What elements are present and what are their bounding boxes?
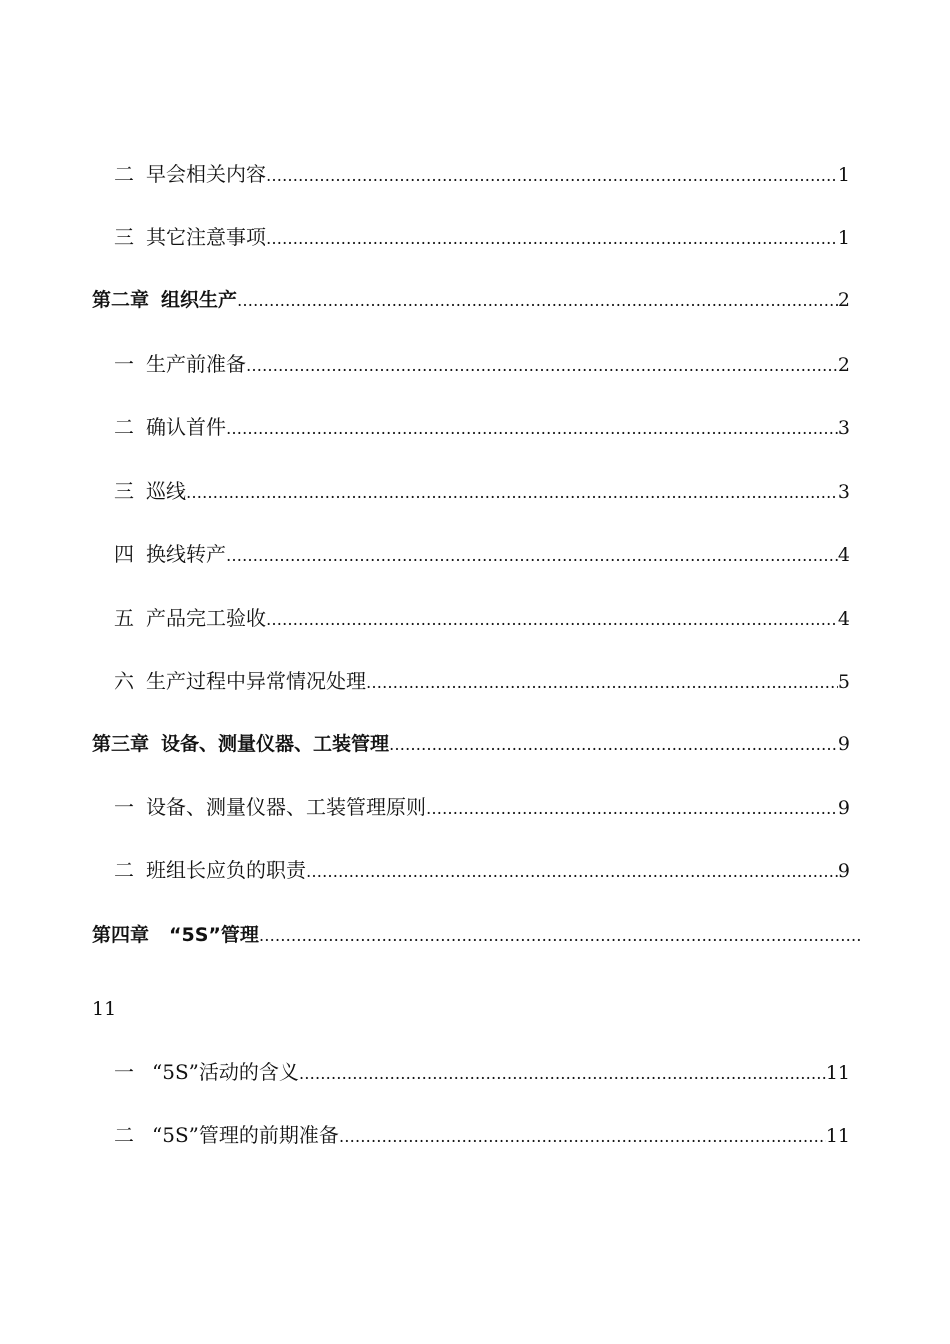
toc-entry[interactable] <box>92 1057 850 1087</box>
toc-entry[interactable] <box>92 476 850 506</box>
toc-entry-page: 11 <box>92 998 117 1020</box>
toc-entry-page: 2 <box>837 354 850 376</box>
toc-leader-dots <box>246 351 838 379</box>
toc-entry-title: 产品完工验收 <box>146 606 266 630</box>
toc-entry[interactable] <box>92 349 850 379</box>
toc-chapter-entry[interactable] <box>92 920 862 950</box>
toc-entry-page: 1 <box>837 227 850 249</box>
toc-chapter-entry[interactable] <box>92 729 850 759</box>
toc-entry[interactable] <box>92 159 850 189</box>
toc-entry-number: 二 <box>114 1123 134 1147</box>
toc-leader-dots <box>389 730 838 759</box>
toc-entry-title: 巡线 <box>146 479 186 503</box>
toc-entry-page: 9 <box>837 860 850 882</box>
toc-chapter-entry[interactable] <box>92 285 850 315</box>
toc-leader-dots <box>266 161 838 189</box>
toc-leader-dots <box>426 794 838 822</box>
toc-entry-page: 11 <box>825 1062 850 1084</box>
toc-entry[interactable] <box>92 222 850 252</box>
toc-entry[interactable] <box>92 539 850 569</box>
toc-entry-page: 3 <box>837 417 850 439</box>
toc-entry-number: 三 <box>114 225 134 249</box>
toc-entry-page: 3 <box>837 481 850 503</box>
toc-entry-title: 其它注意事项 <box>146 225 266 249</box>
toc-leader-dots <box>339 1122 826 1150</box>
toc-entry-number: 四 <box>114 542 134 566</box>
toc-chapter-number: 第三章 <box>92 733 150 755</box>
toc-entry-title: 换线转产 <box>146 542 226 566</box>
toc-entry-page: 9 <box>837 797 850 819</box>
toc-leader-dots <box>237 286 838 315</box>
toc-entry-page: 1 <box>837 164 850 186</box>
toc-entry-title: 确认首件 <box>146 415 226 439</box>
toc-entry-number: 六 <box>114 669 134 693</box>
toc-entry-number: 二 <box>114 858 134 882</box>
toc-entry-page: 5 <box>837 671 850 693</box>
toc-chapter-title: 设备、测量仪器、工装管理 <box>161 733 390 755</box>
toc-leader-dots <box>266 605 838 633</box>
toc-entry-title: 设备、测量仪器、工装管理原则 <box>146 795 426 819</box>
toc-chapter-title: 组织生产 <box>161 289 238 311</box>
toc-entry-page: 2 <box>837 289 850 311</box>
toc-chapter-number: 第二章 <box>92 289 150 311</box>
toc-entry-number: 二 <box>114 162 134 186</box>
toc-leader-dots <box>226 414 838 442</box>
toc-entry-title: 早会相关内容 <box>146 162 266 186</box>
toc-leader-dots <box>186 478 838 506</box>
toc-entry-page: 4 <box>837 544 850 566</box>
toc-entry-number: 五 <box>114 606 134 630</box>
toc-entry[interactable] <box>92 792 850 822</box>
toc-entry-number: 一 <box>114 795 134 819</box>
toc-entry-title: “5S”活动的含义 <box>152 1060 299 1084</box>
toc-entry[interactable] <box>92 855 850 885</box>
toc-entry-number: 一 <box>114 1060 134 1084</box>
toc-leader-dots <box>226 541 838 569</box>
toc-entry[interactable] <box>92 1120 850 1150</box>
toc-entry-title: 班组长应负的职责 <box>146 858 306 882</box>
toc-chapter-title: “5S”管理 <box>169 924 259 946</box>
toc-entry[interactable] <box>92 603 850 633</box>
toc-entry[interactable] <box>92 666 850 696</box>
toc-leader-dots <box>266 224 838 252</box>
toc-entry-page: 9 <box>837 733 850 755</box>
toc-entry-title: 生产过程中异常情况处理 <box>146 669 366 693</box>
toc-chapter-number: 第四章 <box>92 924 150 946</box>
toc-leader-dots <box>306 857 838 885</box>
toc-leader-dots <box>259 921 862 950</box>
toc-entry-number: 一 <box>114 352 134 376</box>
toc-entry[interactable] <box>92 412 850 442</box>
toc-entry-title: “5S”管理的前期准备 <box>152 1123 339 1147</box>
toc-leader-dots <box>366 668 838 696</box>
toc-leader-dots <box>299 1059 826 1087</box>
toc-entry-page: 11 <box>825 1125 850 1147</box>
toc-entry-page: 4 <box>837 608 850 630</box>
toc-entry-number: 二 <box>114 415 134 439</box>
toc-entry-number: 三 <box>114 479 134 503</box>
toc-entry-title: 生产前准备 <box>146 352 246 376</box>
